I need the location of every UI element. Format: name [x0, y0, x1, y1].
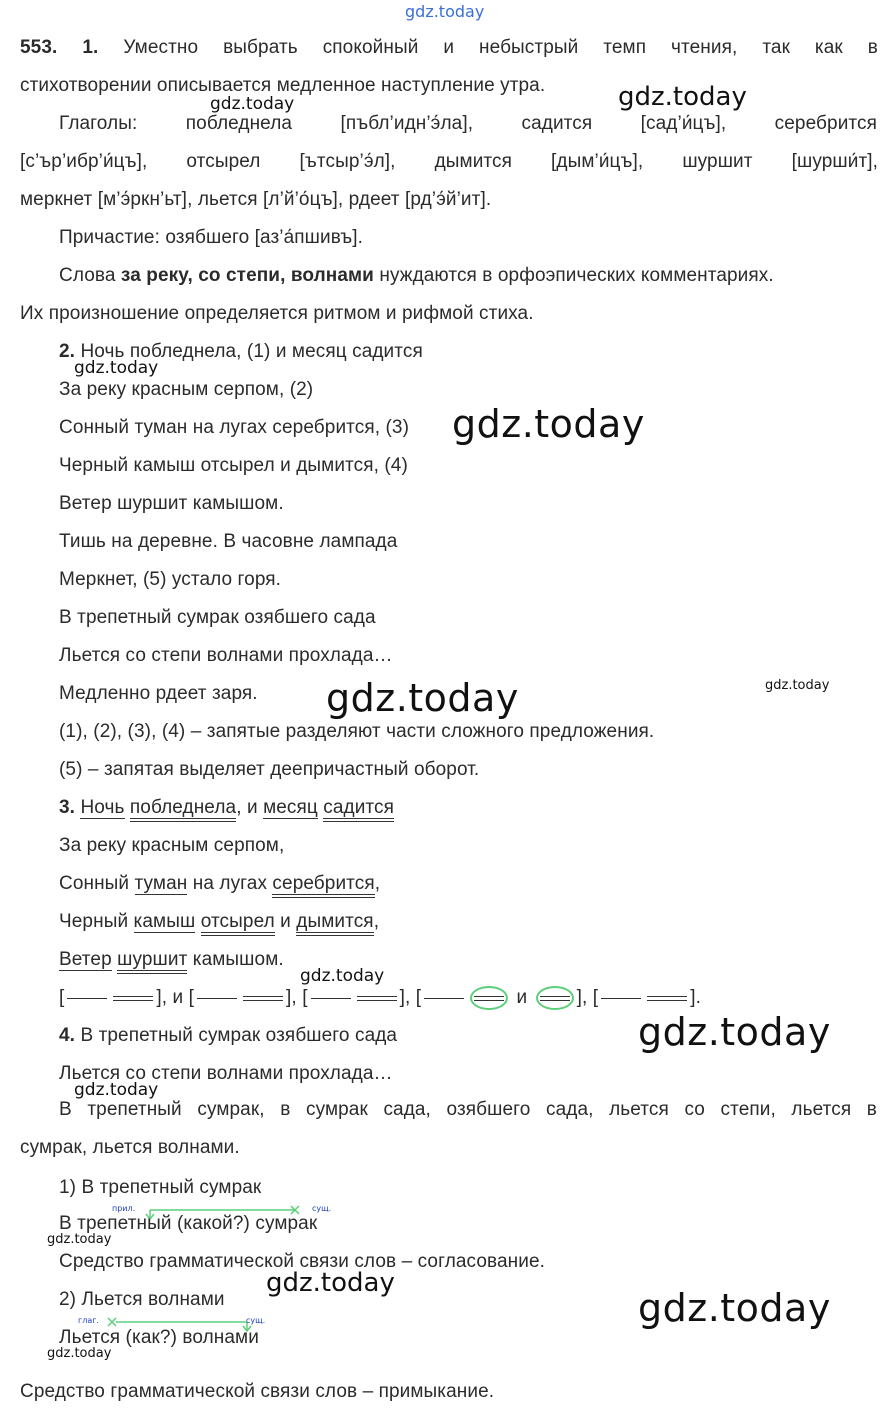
text: Сонный	[59, 873, 135, 894]
bracket: [	[302, 987, 308, 1009]
predicate-pobled: побледнела	[130, 797, 236, 822]
paragraph-intro-line-2: стихотворении описывается медленное наступление утра.	[20, 75, 546, 96]
poem-line-2: За реку красным серпом, (2)	[59, 379, 314, 400]
example-1-title: 1) В трепетный сумрак	[59, 1177, 262, 1198]
parse-line-2: За реку красным серпом,	[59, 835, 285, 856]
poem-line-3: Сонный туман на лугах серебрится, (3)	[59, 417, 410, 438]
example-2-result: Средство грамматической связи слов – примыкание.	[20, 1381, 495, 1402]
words-line-2: Их произношение определяется ритмом и рифмой стиха.	[20, 303, 534, 324]
watermark: gdz.today	[300, 966, 385, 986]
subject-tuman: туман	[134, 873, 188, 894]
label-noun: сущ.	[246, 1316, 266, 1325]
bracket: [	[592, 987, 599, 1009]
subject-kamysh: камыш	[133, 911, 196, 932]
watermark: gdz.today	[618, 82, 747, 112]
example-2-title: 2) Льется волнами	[59, 1289, 225, 1310]
subject-veter: Ветер	[59, 949, 112, 970]
bracket: [	[188, 987, 195, 1009]
predicate-saditsya: садится	[323, 797, 394, 822]
subject-mesyats: месяц	[263, 797, 318, 818]
poem-line-9: Льется со степи волнами прохлада…	[59, 645, 393, 666]
s4-line-3: В трепетный сумрак, в сумрак сада, озябшего сада, льется со степи, льется в	[59, 1099, 877, 1120]
poem-note-1: (1), (2), (3), (4) – запятые разделяют части сложного предложения.	[59, 721, 655, 742]
part-number-3: 3.	[59, 797, 76, 818]
predicate-shurshit: шуршит	[117, 949, 187, 974]
watermark: gdz.today	[638, 1010, 831, 1054]
bracket: ],	[576, 987, 588, 1009]
predicate-dymitsya: дымится	[296, 911, 373, 936]
part-number-4: 4.	[59, 1025, 76, 1046]
example-2-line: Льется (как?) волнами	[59, 1327, 259, 1348]
bracket: ],	[399, 987, 411, 1009]
poem-line-10: Медленно рдеет заря.	[59, 683, 258, 704]
poem-line-8: В трепетный сумрак озябшего сада	[59, 607, 376, 628]
example-1-result: Средство грамматической связи слов – согласование.	[59, 1251, 546, 1272]
words-prefix: Слова	[59, 265, 121, 286]
s4-line-2: Льется со степи волнами прохлада…	[59, 1063, 393, 1084]
bracket: ],	[156, 987, 168, 1009]
label-adjective: прил.	[112, 1204, 136, 1213]
text: ,	[373, 911, 380, 932]
label-verb: глаг.	[78, 1316, 99, 1325]
conjunction: и	[516, 987, 528, 1009]
bracket: ].	[690, 987, 701, 1009]
text: Черный	[59, 911, 134, 932]
text: и	[274, 911, 297, 932]
watermark-top: gdz.today	[405, 2, 485, 21]
text: , и	[236, 797, 264, 818]
watermark: gdz.today	[765, 678, 830, 693]
words-bold: за реку, со степи, волнами	[120, 265, 374, 286]
watermark: gdz.today	[326, 676, 519, 720]
watermark: gdz.today	[74, 358, 159, 378]
words-suffix: нуждаются в орфоэпических комментариях.	[373, 265, 774, 286]
verbs-line-1: Глаголы: побледнела [пъбл’идн’э́ла], садится [сад’и́цъ], серебрится	[59, 113, 877, 134]
watermark: gdz.today	[74, 1080, 159, 1100]
text: ,	[374, 873, 381, 894]
watermark: gdz.today	[210, 94, 295, 114]
predicate-otsyrel: отсырел	[201, 911, 275, 936]
text: В трепетный сумрак озябшего сада	[80, 1025, 398, 1046]
poem-note-2: (5) – запятая выделяет деепричастный оборот.	[59, 759, 480, 780]
part-number-2: 2.	[59, 341, 76, 362]
part-number-1: 1.	[82, 37, 99, 58]
bracket: [	[415, 987, 422, 1009]
poem-line-7: Меркнет, (5) устало горя.	[59, 569, 282, 590]
poem-text: Ночь побледнела, (1) и месяц садится	[80, 341, 423, 362]
watermark: gdz.today	[452, 402, 645, 446]
watermark: gdz.today	[638, 1286, 831, 1330]
s4-line-4: сумрак, льется волнами.	[20, 1137, 240, 1158]
poem-line-5: Ветер шуршит камышом.	[59, 493, 284, 514]
verbs-line-3: меркнет [м’э́ркн’ьт], льется [л’й’о́цъ], рдеет [рд’э́й’ит].	[20, 189, 492, 210]
conjunction: и	[172, 987, 184, 1009]
exercise-number: 553.	[20, 37, 58, 58]
predicate-serebritsya: серебрится	[272, 873, 374, 898]
label-noun: сущ.	[312, 1204, 332, 1213]
example-1-line: В трепетный (какой?) сумрак	[59, 1213, 318, 1234]
bracket: [	[59, 987, 65, 1009]
watermark: gdz.today	[47, 1232, 112, 1247]
participle-line: Причастие: озябшего [аз’а́пшивъ].	[59, 227, 364, 248]
poem-line-4: Черный камыш отсырел и дымится, (4)	[59, 455, 408, 476]
text: камышом.	[187, 949, 284, 970]
text: на лугах	[187, 873, 273, 894]
verbs-line-2: [с’ър’ибр’и́цъ], отсырел [ътсыр’э́л], дымится [дым’и́цъ], шуршит [шурши́т],	[20, 151, 878, 172]
watermark: gdz.today	[47, 1346, 112, 1361]
subject-noch: Ночь	[80, 797, 125, 818]
watermark: gdz.today	[266, 1268, 395, 1298]
intro-text: Уместно выбрать спокойный и небыстрый темп чтения, так как в	[123, 37, 878, 58]
poem-line-6: Тишь на деревне. В часовне лампада	[59, 531, 398, 552]
bracket: ],	[286, 987, 297, 1009]
